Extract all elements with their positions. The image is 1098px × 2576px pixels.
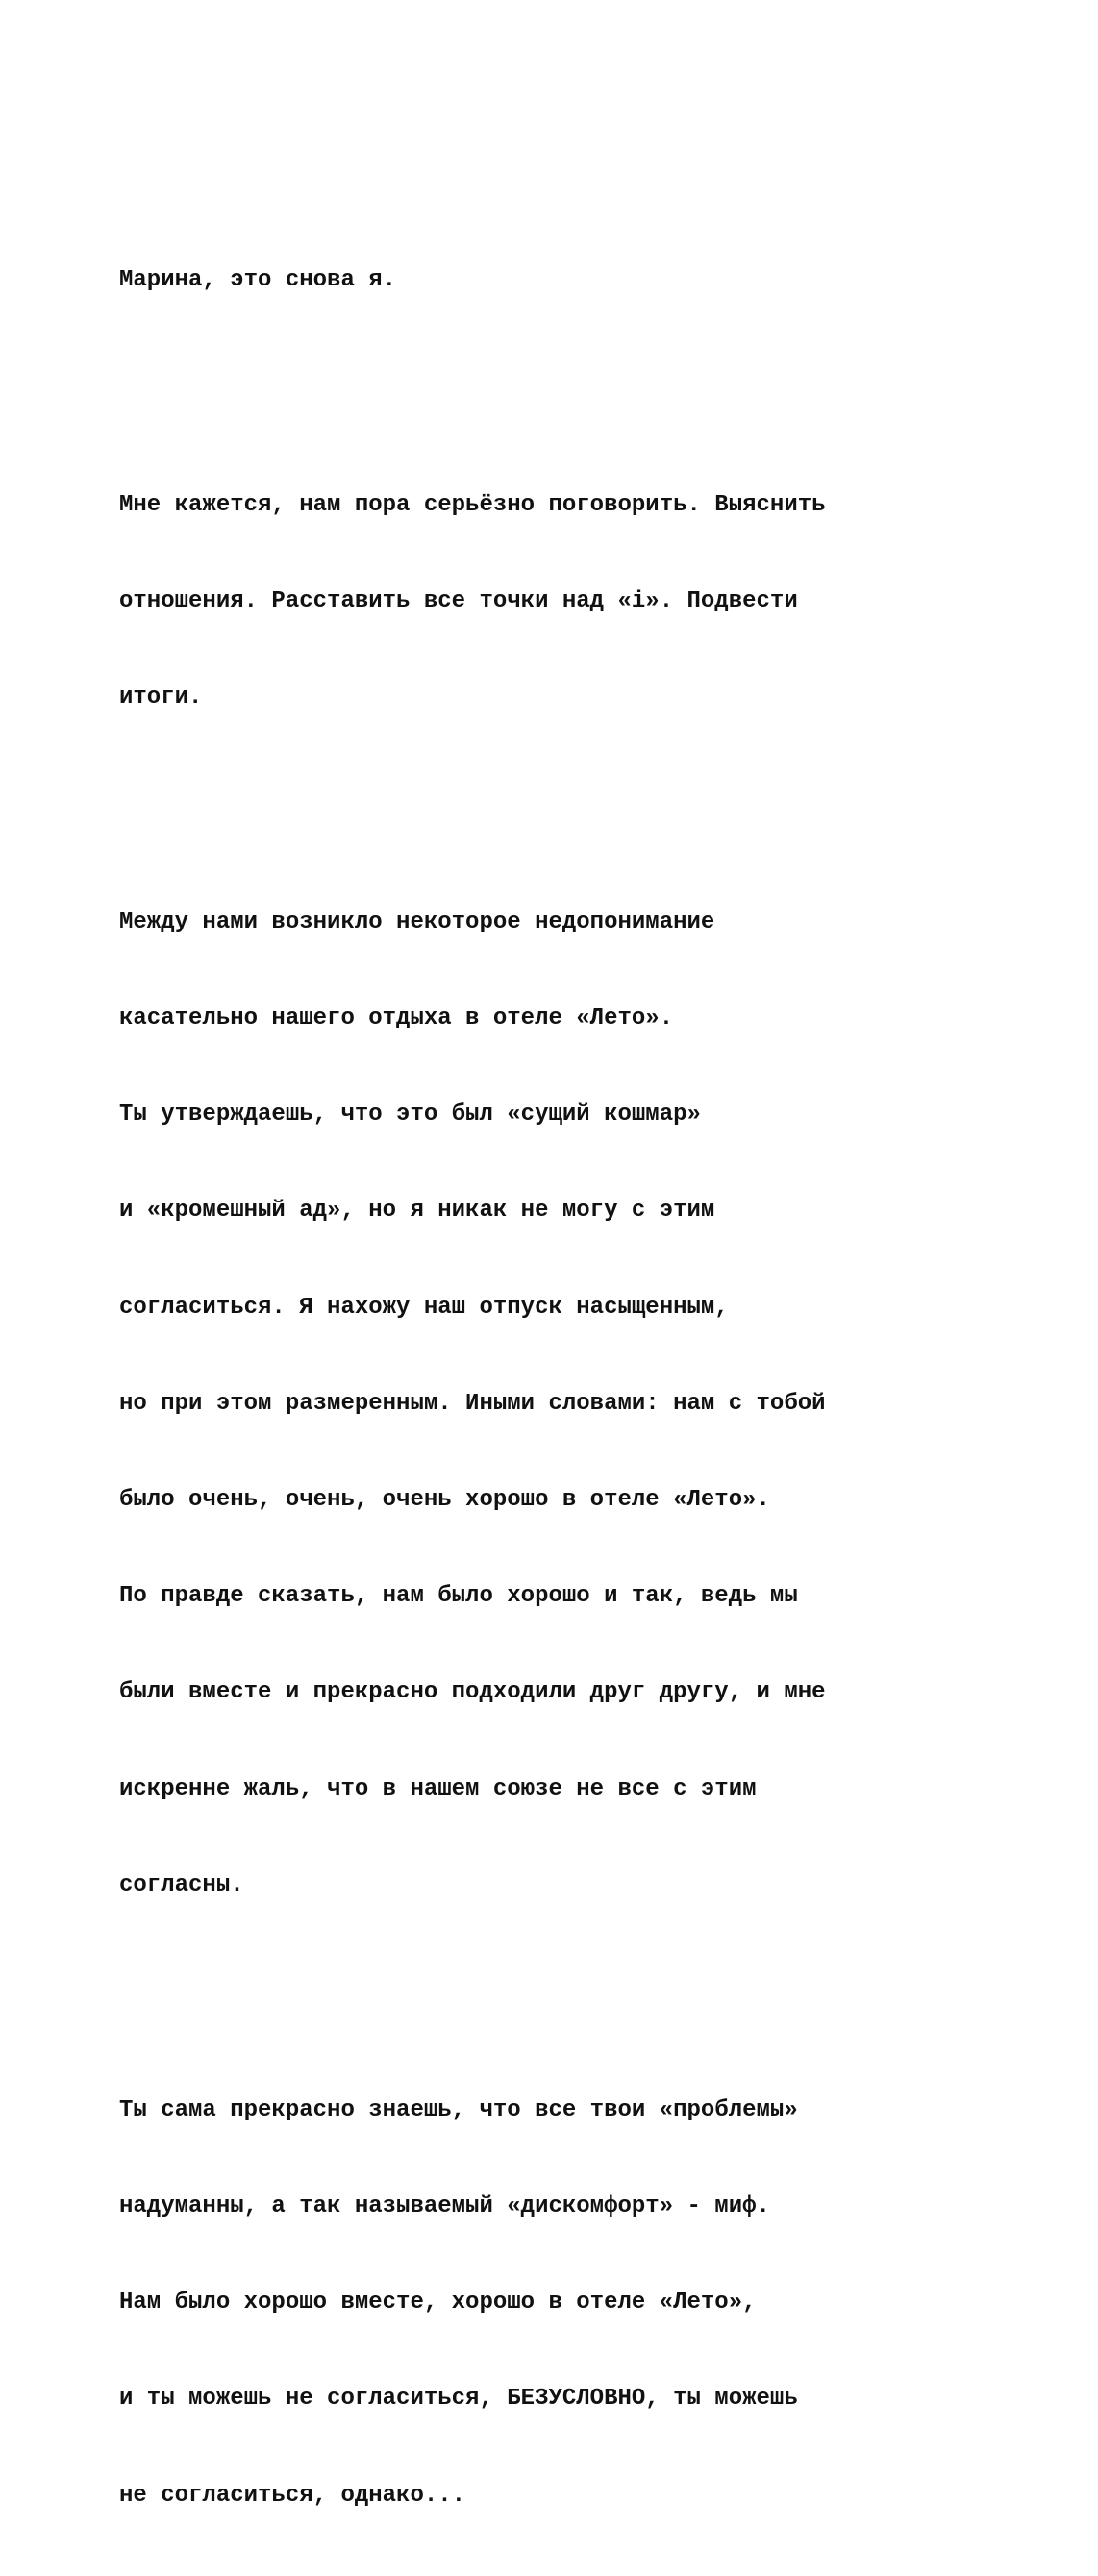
greeting-line: Марина, это снова я. [119,266,397,293]
text-line: надуманны, а так называемый «дискомфорт» - миф. [119,2192,770,2219]
text-line: Ты утверждаешь, что это был «сущий кошмар» [119,1102,701,1128]
paragraph-gap [119,1966,1042,1997]
text-line: но при этом размеренным. Иными словами: нам с тобой [119,1390,826,1417]
text-line: и «кромешный ад», но я никак не могу с этим [119,1198,715,1225]
text-line: согласиться. Я нахожу наш отпуск насыщенным, [119,1294,729,1321]
text-line: итоги. [119,684,203,711]
text-line: По правде сказать, нам было хорошо и так, ведь мы [119,1583,798,1610]
text-line: Между нами возникло некоторое недопонимание [119,908,715,935]
text-line: касательно нашего отдыха в отеле «Лето». [119,1005,674,1032]
text-line: и ты можешь не согласиться, БЕЗУСЛОВНО, ты можешь [119,2386,798,2413]
text-line: было очень, очень, очень хорошо в отеле «Лето». [119,1487,770,1514]
text-line: согласны. [119,1871,244,1898]
text-line: искренне жаль, что в нашем союзе не все с этим [119,1775,757,1802]
text-line: были вместе и прекрасно подходили друг другу, и мне [119,1679,826,1706]
letter-body [119,200,1042,2576]
text-line: отношения. Расставить все точки над «i». Подвести [119,587,798,614]
paragraph-gap [119,778,1042,809]
text-line: не согласиться, однако... [119,2482,466,2509]
text-line: Мне кажется, нам пора серьёзно поговорить. Выяснить [119,491,826,518]
text-line: Ты сама прекрасно знаешь, что все твои «проблемы» [119,2096,798,2123]
paragraph-gap [119,360,1042,392]
text-line: Нам было хорошо вместе, хорошо в отеле «Лето», [119,2290,757,2316]
